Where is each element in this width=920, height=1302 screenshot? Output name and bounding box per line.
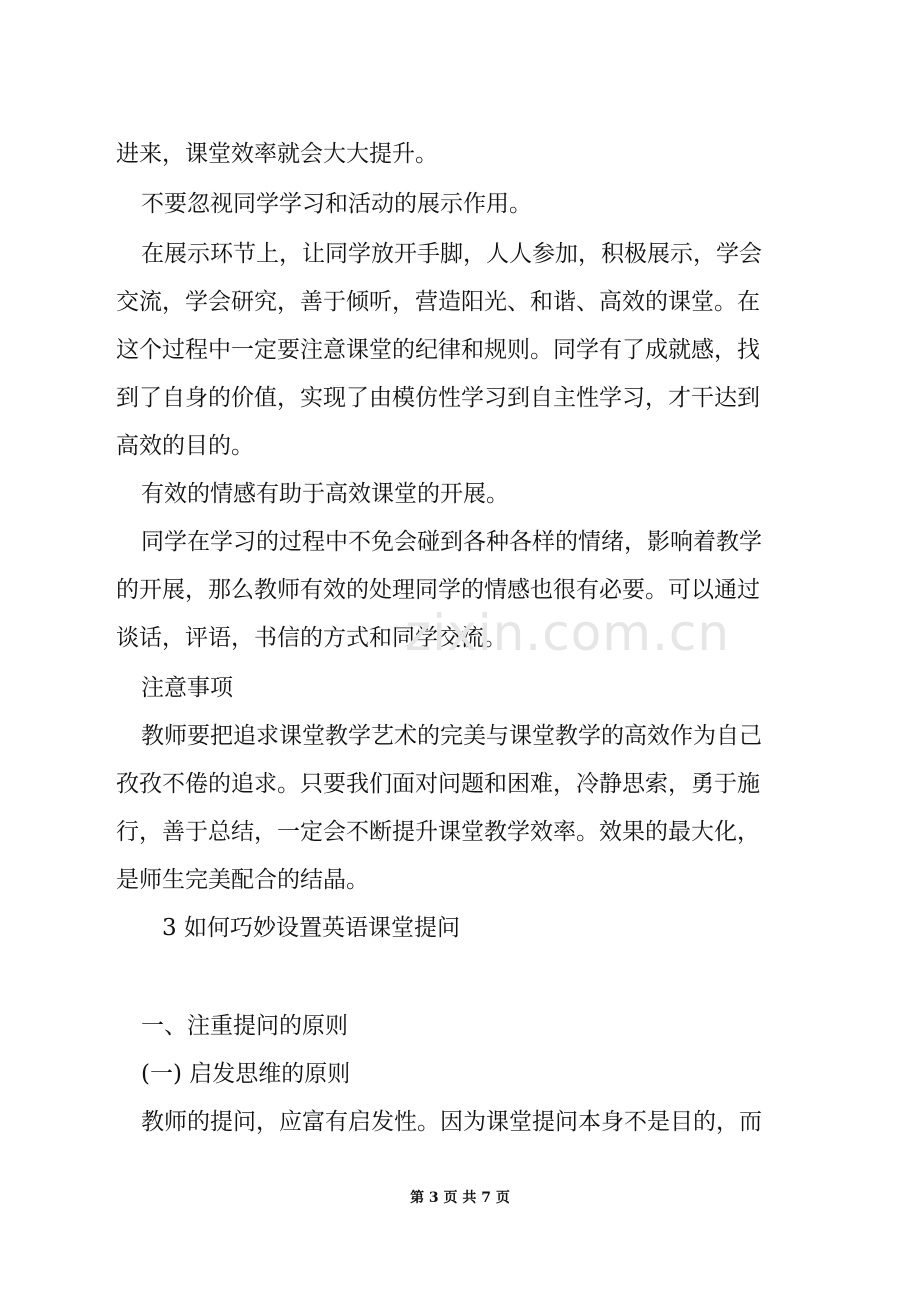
- text-line-3: 在展示环节上，让同学放开手脚，人人参加，积极展示，学会: [141, 241, 762, 267]
- section-heading-1: 一、注重提问的原则: [141, 1013, 348, 1039]
- text-line-11: 谈话，评语，书信的方式和同学交流。: [116, 625, 507, 651]
- text-line-4: 交流，学会研究，善于倾听，营造阳光、和谐、高效的课堂。在: [116, 289, 760, 315]
- text-line-20: 教师的提问，应富有启发性。因为课堂提问本身不是目的，而: [141, 1109, 762, 1135]
- text-line-14: 孜孜不倦的追求。只要我们面对问题和困难，冷静思索，勇于施: [116, 771, 760, 797]
- chapter-title: 3 如何巧妙设置英语课堂提问: [162, 915, 460, 941]
- text-line-9: 同学在学习的过程中不免会碰到各种各样的情绪，影响着教学: [141, 529, 762, 555]
- text-line-7: 高效的目的。: [116, 433, 254, 459]
- text-line-8: 有效的情感有助于高效课堂的开展。: [141, 481, 509, 507]
- page-number-footer: 第 3 页 共 7 页: [410, 1190, 510, 1206]
- watermark-text: zixin.com.cn: [405, 604, 731, 662]
- text-line-2: 不要忽视同学学习和活动的展示作用。: [141, 191, 532, 217]
- text-line-13: 教师要把追求课堂教学艺术的完美与课堂教学的高效作为自己: [141, 723, 762, 749]
- text-line-1: 进来，课堂效率就会大大提升。: [116, 141, 438, 167]
- text-line-10: 的开展，那么教师有效的处理同学的情感也很有必要。可以通过: [116, 577, 760, 603]
- text-line-16: 是师生完美配合的结晶。: [116, 867, 369, 893]
- section-heading-notes: 注意事项: [141, 675, 233, 701]
- text-line-5: 这个过程中一定要注意课堂的纪律和规则。同学有了成就感，找: [116, 337, 760, 363]
- subsection-heading-1: (一) 启发思维的原则: [141, 1061, 351, 1087]
- text-line-15: 行，善于总结，一定会不断提升课堂教学效率。效果的最大化，: [116, 819, 760, 845]
- text-line-6: 到了自身的价值，实现了由模仿性学习到自主性学习，才干达到: [116, 385, 760, 411]
